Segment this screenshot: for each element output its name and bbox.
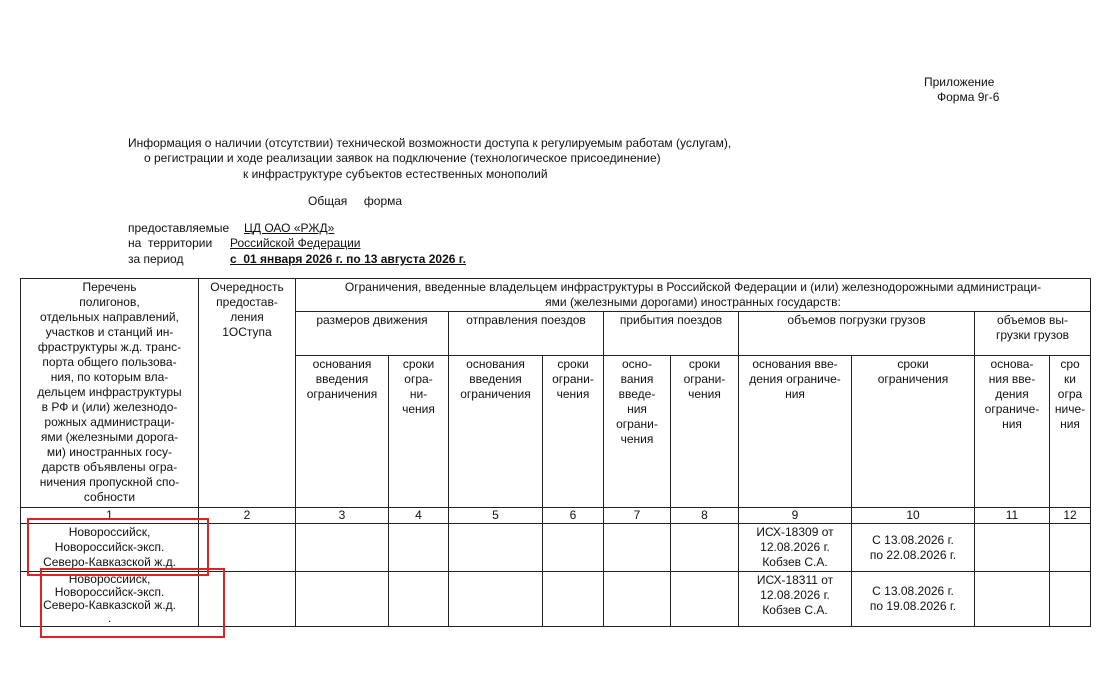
column-number: 2 bbox=[199, 508, 296, 524]
provided-value: ЦД ОАО «РЖД» bbox=[244, 221, 335, 235]
group-traffic-size: размеров движения bbox=[296, 312, 449, 356]
header-priority: Очередность предостав- ления 1ОСтупа bbox=[199, 279, 296, 508]
empty-cell bbox=[1050, 572, 1091, 627]
form-number: Форма 9г-6 bbox=[937, 90, 1000, 104]
empty-cell bbox=[975, 572, 1050, 627]
column-number: 9 bbox=[739, 508, 852, 524]
group-train-arrival: прибытия поездов bbox=[604, 312, 739, 356]
column-number: 4 bbox=[389, 508, 449, 524]
column-number: 12 bbox=[1050, 508, 1091, 524]
subheader-basis: основания введения ограничения bbox=[296, 356, 389, 508]
subheader-term: сроки огра- ни- чения bbox=[389, 356, 449, 508]
column-number: 5 bbox=[449, 508, 543, 524]
column-number: 11 bbox=[975, 508, 1050, 524]
subheader-term: сро ки огра ниче- ния bbox=[1050, 356, 1091, 508]
territory-label: на территории bbox=[128, 236, 213, 250]
empty-cell bbox=[389, 572, 449, 627]
subheader-basis: основания введения ограничения bbox=[449, 356, 543, 508]
empty-cell bbox=[543, 524, 604, 572]
empty-cell bbox=[296, 524, 389, 572]
column-number-row bbox=[21, 508, 1091, 524]
header-restrictions: Ограничения, введенные владельцем инфраструктуры в Российской Федерации и (или) железнодорожными администраци- ями (железными дорогами) иностранных государств: bbox=[296, 279, 1091, 312]
table-row bbox=[21, 572, 1091, 627]
period-value: с 01 января 2026 г. по 13 августа 2026 г. bbox=[230, 252, 466, 266]
empty-cell bbox=[199, 572, 296, 627]
table-row bbox=[21, 524, 1091, 572]
group-train-departure: отправления поездов bbox=[449, 312, 604, 356]
column-number: 6 bbox=[543, 508, 604, 524]
row-location: Новороссийск, Новороссийск-эксп. Северо-Кавказской ж.д. . bbox=[21, 572, 199, 627]
form-type: Общая форма bbox=[308, 194, 403, 208]
empty-cell bbox=[543, 572, 604, 627]
appendix-label: Приложение bbox=[924, 75, 995, 89]
subheader-term: сроки ограни- чения bbox=[671, 356, 739, 508]
header-locations: Перечень полигонов, отдельных направлений, участков и станций ин- фраструктуры ж.д. транс- порта общего пользова- ния, по которым вла- дельцем инфраструктуры в РФ и (или) железнодо- рожных администраци- ями (железными дорога- ми) иностранных госу- дарств объявлены огра- ничения пропускной спо- собности bbox=[21, 279, 199, 508]
column-number: 10 bbox=[852, 508, 975, 524]
column-number: 3 bbox=[296, 508, 389, 524]
row-loading-term: С 13.08.2026 г. по 22.08.2026 г. bbox=[852, 524, 975, 572]
column-number: 7 bbox=[604, 508, 671, 524]
empty-cell bbox=[449, 524, 543, 572]
column-number: 8 bbox=[671, 508, 739, 524]
empty-cell bbox=[296, 572, 389, 627]
row-loading-term: С 13.08.2026 г. по 19.08.2026 г. bbox=[852, 572, 975, 627]
empty-cell bbox=[671, 524, 739, 572]
subheader-basis: основа- ния вве- дения ограниче- ния bbox=[975, 356, 1050, 508]
empty-cell bbox=[449, 572, 543, 627]
row-loading-basis: ИСХ-18311 от 12.08.2026 г. Кобзев С.А. bbox=[739, 572, 852, 627]
subheader-basis: основания вве- дения ограниче- ния bbox=[739, 356, 852, 508]
empty-cell bbox=[671, 572, 739, 627]
group-cargo-loading: объемов погрузки грузов bbox=[739, 312, 975, 356]
row-loading-basis: ИСХ-18309 от 12.08.2026 г. Кобзев С.А. bbox=[739, 524, 852, 572]
empty-cell bbox=[1050, 524, 1091, 572]
subheader-term: сроки ограничения bbox=[852, 356, 975, 508]
restrictions-table bbox=[20, 278, 1091, 627]
territory-value: Российской Федерации bbox=[230, 236, 361, 250]
empty-cell bbox=[604, 572, 671, 627]
column-number: 1 bbox=[21, 508, 199, 524]
provided-label: предоставляемые bbox=[128, 221, 230, 235]
page-title-line-1: Информация о наличии (отсутствии) технической возможности доступа к регулируемым работам (услугам), bbox=[128, 136, 732, 150]
period-label: за период bbox=[128, 252, 184, 266]
empty-cell bbox=[199, 524, 296, 572]
page-title-line-2: о регистрации и ходе реализации заявок на подключение (технологическое присоединение) bbox=[144, 151, 661, 165]
row-location: Новороссийск, Новороссийск-эксп. Северо-Кавказской ж.д. bbox=[21, 524, 199, 572]
empty-cell bbox=[604, 524, 671, 572]
group-cargo-unloading: объемов вы- грузки грузов bbox=[975, 312, 1091, 356]
empty-cell bbox=[975, 524, 1050, 572]
page-title-line-3: к инфраструктуре субъектов естественных монополий bbox=[243, 167, 548, 181]
subheader-basis: осно- вания введе- ния ограни- чения bbox=[604, 356, 671, 508]
empty-cell bbox=[389, 524, 449, 572]
subheader-term: сроки ограни- чения bbox=[543, 356, 604, 508]
